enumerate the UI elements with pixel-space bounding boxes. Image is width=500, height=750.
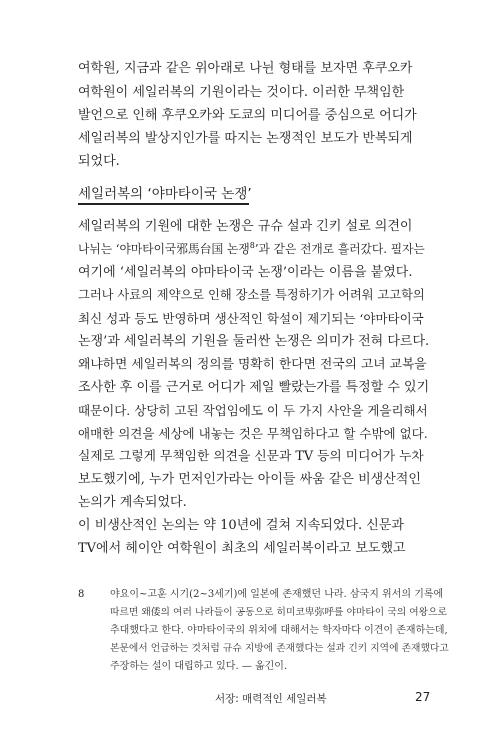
footnote-line: 야요이~고훈 시기(2~3세기)에 일본에 존재했던 나라. 삼국지 위서의 기록에: [110, 589, 444, 600]
page-number: 27: [415, 690, 431, 704]
paragraph-line: 여학원이 세일러복의 기원이라는 것이다. 이러한 무책임한: [78, 85, 405, 100]
paragraph-line: [78, 241, 430, 258]
paragraph-line: 논쟁’과 세일러복의 기원을 둘러싼 논쟁은 의미가 전혀 다르다.: [78, 334, 430, 349]
paragraph-line: 여기에 ‘세일러복의 야마타이국 논쟁’이라는 이름을 붙였다.: [78, 265, 413, 280]
paragraph-line: 이 비생산적인 논의는 약 10년에 걸쳐 지속되었다. 신문과: [78, 518, 404, 533]
paragraph-line: 때문이다. 상당히 고된 작업임에도 이 두 가지 사안을 게을리해서: [78, 403, 428, 418]
paragraph-line: 실제로 그렇게 무책임한 의견을 신문과 TV 등의 미디어가 누차: [78, 449, 424, 464]
footnote-line: 추대했다고 한다. 야마타이국의 위치에 대해서는 학자마다 이견이 존재하는데,: [110, 625, 448, 636]
footnote-line: 본문에서 언급하는 것처럼 규슈 지방에 존재했다는 설과 긴키 지역에 존재했다고: [110, 643, 449, 654]
text-fragment: 나뉘는 ‘야마타이국邪馬台国 논쟁: [78, 242, 250, 256]
paragraph-line: 애매한 의견을 세상에 내놓는 것은 무책임하다고 할 수밖에 없다.: [78, 426, 428, 441]
heading-underline: [78, 203, 249, 205]
paragraph-line: 여학원, 지금과 같은 위아래로 나뉜 형태를 보자면 후쿠오카: [78, 61, 413, 76]
paragraph-line: 세일러복의 기원에 대한 논쟁은 규슈 설과 긴키 설로 의견이: [78, 219, 413, 234]
footnote-reference[interactable]: 8: [249, 241, 255, 251]
paragraph-line: 왜냐하면 세일러복의 정의를 명확히 한다면 전국의 고녀 교복을: [78, 357, 427, 372]
paragraph-line: TV에서 헤이안 여학원이 최초의 세일러복이라고 보도했고: [78, 541, 406, 556]
paragraph-line: 발언으로 인해 후쿠오카와 도쿄의 미디어를 중심으로 어디가: [78, 108, 417, 123]
paragraph-line: 보도했기에, 누가 먼저인가라는 아이들 싸움 같은 비생산적인: [78, 472, 421, 487]
paragraph-line: 최신 성과 등도 반영하며 생산적인 학설이 제기되는 ‘야마타이국: [78, 311, 424, 326]
footnote-line: 따르면 왜倭의 여러 나라들이 공동으로 히미코卑弥呼를 야마타이 국의 여왕으로: [110, 607, 447, 618]
section-heading: 세일러복의 ‘야마타이국 논쟁’: [78, 186, 252, 202]
footnote-line: 주장하는 설이 대립하고 있다. — 옮긴이.: [110, 661, 288, 672]
paragraph-line: 그러나 사료의 제약으로 인해 장소를 특정하기가 어려워 고고학의: [78, 288, 425, 302]
paragraph-line: 되었다.: [78, 154, 120, 169]
paragraph-line: 논의가 계속되었다.: [78, 495, 187, 510]
footnote-number: 8: [78, 589, 85, 600]
text-fragment: ’과 같은 전개로 흘러갔다. 필자는: [254, 242, 425, 256]
running-title: 서장: 매력적인 세일러복: [215, 693, 327, 705]
paragraph-line: 세일러복의 발상지인가를 따지는 논쟁적인 보도가 반복되게: [78, 131, 413, 146]
paragraph-line: 조사한 후 이를 근거로 어디가 제일 빨랐는가를 특정할 수 있기: [78, 380, 430, 395]
